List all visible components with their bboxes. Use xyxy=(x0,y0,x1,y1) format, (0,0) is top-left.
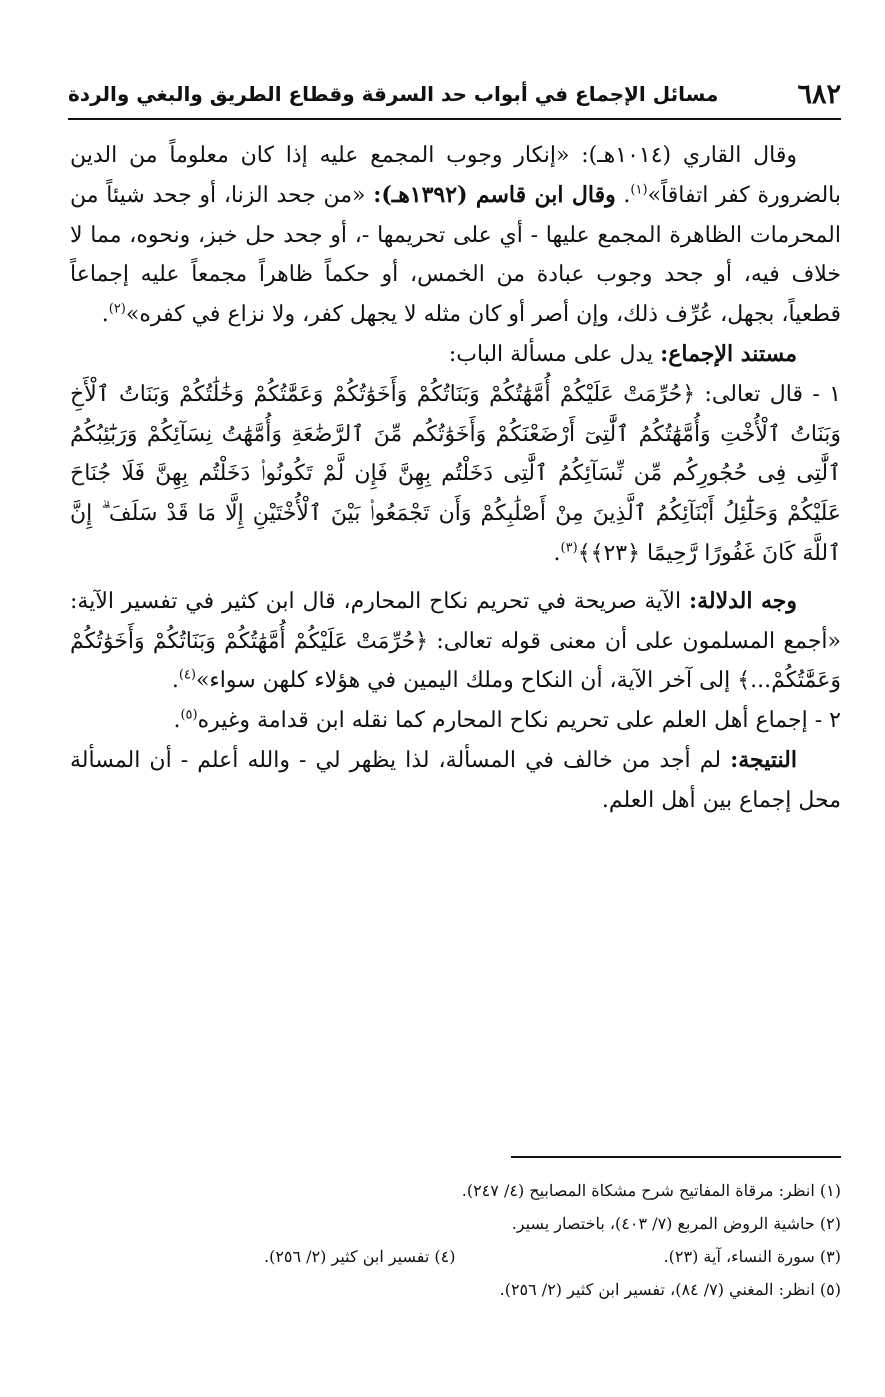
footnote-2: (٢) حاشية الروض المربع (٧/ ٤٠٣)، باختصار يسير. xyxy=(511,1214,841,1233)
paragraph-result xyxy=(70,741,841,821)
page-header xyxy=(68,74,841,120)
footnote-ref-2: (٢) xyxy=(108,301,126,317)
ijma-basis-heading: مستند الإجماع: xyxy=(660,340,797,367)
result-heading: النتيجة: xyxy=(730,746,797,773)
footnote-5: (٥) انظر: المغني (٧/ ٨٤)، تفسير ابن كثير (٢/ ٢٥٦). xyxy=(499,1280,841,1299)
qari-quote-text: وقال القاري (١٠١٤هـ): «إنكار وجوب المجمع عليه إذا كان معلوماً من الدين بالضرورة كفر اتفاقاً» xyxy=(70,143,841,208)
footnote-3: (٣) سورة النساء، آية (٢٣). xyxy=(663,1247,841,1266)
evidence-text-b: إلى آخر الآية، أن النكاح وملك اليمين في هؤلاء كلهن سواء» xyxy=(195,668,738,694)
ijma-basis-text: يدل على مسألة الباب: xyxy=(448,341,661,367)
footnote-ref-5: (٥) xyxy=(180,707,198,723)
evidence-heading: وجه الدلالة: xyxy=(688,587,797,614)
sentence-end: . xyxy=(173,708,181,734)
footnote-ref-3: (٣) xyxy=(560,540,578,556)
paragraph-ijma-basis xyxy=(70,335,841,375)
footnote-ref-4: (٤) xyxy=(178,668,196,684)
quran-verse-excerpt: ﴿حُرِّمَتْ عَلَيْكُمْ أُمَّهَٰتُكُمْ وَبَنَاتُكُمْ وَأَخَوَٰتُكُمْ وَعَمَّٰتُكُمْ...﴾ xyxy=(70,628,841,694)
result-text: لم أجد من خالف في المسألة، لذا يظهر لي - والله أعلم - أن المسألة محل إجماع بين أهل العلم. xyxy=(70,747,841,813)
consensus-text: ٢ - إجماع أهل العلم على تحريم نكاح المحارم كما نقله ابن قدامة وغيره xyxy=(197,708,841,734)
evidence-text-a: الآية صريحة في تحريم نكاح المحارم، قال ابن كثير في تفسير الآية: «أجمع المسلمون على أن معنى قوله تعالى: xyxy=(70,588,841,654)
footnote-ref-1: (١) xyxy=(630,182,648,198)
quran-verse: ﴿حُرِّمَتْ عَلَيْكُمْ أُمَّهَٰتُكُمْ وَبَنَاتُكُمْ وَأَخَوَٰتُكُمْ وَعَمَّٰتُكُمْ وَخَٰلَٰتُكُمْ وَبَنَاتُ ٱلْأَخِ وَبَنَاتُ ٱلْأُخْتِ وَأُمَّهَٰتُكُمُ ٱلَّٰتِىٓ أَرْضَعْنَكُمْ وَأَخَوَٰتُكُم مِّنَ ٱلرَّضَٰعَةِ وَأُمَّهَٰتُ نِسَآئِكُمْ وَرَبَٰٓئِبُكُمُ ٱلَّٰتِى فِى حُجُورِكُم مِّن نِّسَآئِكُمُ ٱلَّٰتِى دَخَلْتُم بِهِنَّ فَإِن لَّمْ تَكُونُوا۟ دَخَلْتُم بِهِنَّ فَلَا جُنَاحَ عَلَيْكُمْ وَحَلَٰٓئِلُ أَبْنَآئِكُمُ ٱلَّذِينَ مِنْ أَصْلَٰبِكُمْ وَأَن تَجْمَعُوا۟ بَيْنَ ٱلْأُخْتَيْنِ إِلَّا مَا قَدْ سَلَفَ ۗ إِنَّ ٱللَّهَ كَانَ غَفُورًا رَّحِيمًا ﴿٢٣﴾﴾ xyxy=(70,381,841,566)
footnote-divider xyxy=(511,1156,841,1158)
paragraph-qari-quote xyxy=(70,136,841,335)
paragraph-evidence xyxy=(70,582,841,701)
paragraph-verse xyxy=(70,375,841,574)
sentence-end: . xyxy=(553,540,561,566)
footnotes xyxy=(70,1174,841,1306)
footnote-row-3-4 xyxy=(70,1240,841,1273)
sentence-end: . xyxy=(101,302,109,328)
paragraph-scholars-consensus xyxy=(70,701,841,741)
footnote-4: (٤) تفسير ابن كثير (٢/ ٢٥٦). xyxy=(263,1247,456,1266)
ibn-qasim-quote-text: «من جحد الزنا، أو جحد شيئاً من المحرمات الظاهرة المجمع عليها - أي على تحريمها -، أو جحد حل خبز، ونحوه، مما لا خلاف فيه، أو جحد وجوب عبادة من الخمس، أو حكماً ظاهراً مجمعاً عليه إجماعاً قطعياً، بجهل، عُرِّف ذلك، وإن أصر أو كان مثله لا يجهل كفر، ولا نزاع في كفره» xyxy=(70,182,841,328)
ibn-qasim-lead: وقال ابن قاسم (١٣٩٢هـ): xyxy=(373,181,616,208)
footnote-1: (١) انظر: مرقاة المفاتيح شرح مشكاة المصابيح (٤/ ٢٤٧). xyxy=(461,1181,841,1200)
page-number: ٦٨٢ xyxy=(797,78,841,110)
verse-lead: ١ - قال تعالى: xyxy=(695,381,841,407)
main-text xyxy=(70,136,841,821)
running-title: مسائل الإجماع في أبواب حد السرقة وقطاع الطريق والبغي والردة xyxy=(68,82,719,106)
sentence-end: . xyxy=(171,668,179,694)
sentence-end: . xyxy=(615,182,631,208)
